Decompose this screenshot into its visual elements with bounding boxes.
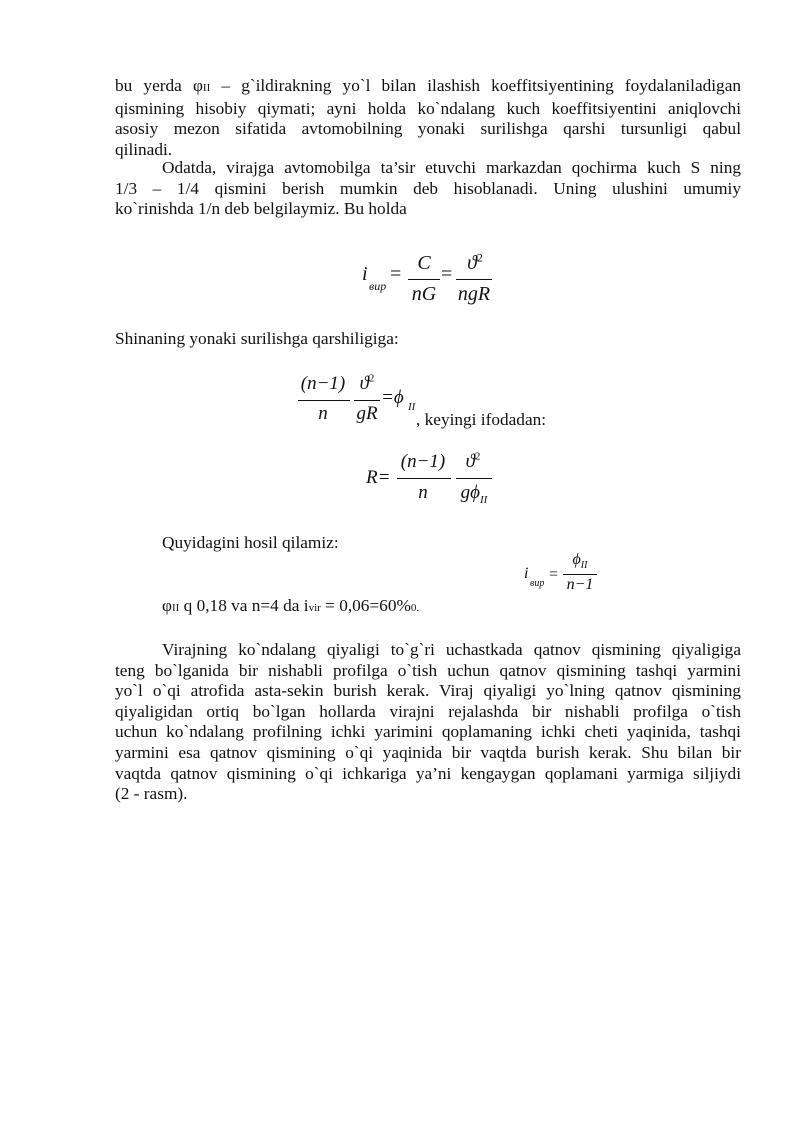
phi-subscript: II <box>202 82 211 94</box>
formula-superscript: 2 <box>474 450 481 463</box>
phi-subscript: II <box>171 602 180 614</box>
paragraph-result-intro <box>115 533 741 554</box>
formula-subscript: вир <box>369 279 387 293</box>
text-line: asosiy mezon sifatida avtomobilning yonaki surilishga qarshi tursunligi qabul <box>115 119 741 139</box>
text-line <box>162 596 741 619</box>
formula-numerator: (n−1) <box>400 451 446 472</box>
paragraph-numeric-example <box>115 596 741 619</box>
formula-denominator: gR <box>356 403 378 424</box>
text-line: Shinaning yonaki surilishga qarshiligiga: <box>115 329 399 348</box>
fraction-bar <box>397 478 451 479</box>
formula-denominator: n <box>418 482 428 503</box>
formula-lhs: R= <box>366 467 391 488</box>
formula-numerator <box>458 252 492 275</box>
formula-subscript: vir <box>308 602 321 614</box>
phi-symbol: φ <box>162 596 172 615</box>
text-line: (2 - rasm). <box>115 784 188 804</box>
text-line: ko`rinishda 1/n deb belgilaymiz. Bu holda <box>115 199 407 219</box>
fraction-bar <box>563 574 597 575</box>
formula-numerator: (n−1) <box>300 373 346 394</box>
text-line <box>115 76 741 99</box>
formula-numerator: C <box>417 252 431 274</box>
paragraph-cross-slope <box>115 640 741 805</box>
text-line: qilinadi. <box>115 139 173 159</box>
text-line: teng bo`lganida bir nishabli profilga o`tish uchun qatnov qismining tashqi yarmini <box>115 660 741 680</box>
text-inline: 0. <box>410 602 420 614</box>
fraction-bar <box>456 478 492 479</box>
phi-symbol: bu yerda φ <box>115 76 203 95</box>
formula-denominator: n <box>318 403 328 424</box>
text-line: Virajning ko`ndalang qiyaligi to`g`ri uchastkada qatnov qismining qiyaligiga <box>162 640 741 659</box>
formula-symbol: i <box>524 565 529 582</box>
formula-numerator <box>456 451 490 473</box>
formula-denominator-text: gϕ <box>460 482 480 503</box>
text-line: qiyaligidan ortiq bo`lgan hollarda virajni rejalashda bir nishabli profilga o`tish <box>115 701 741 721</box>
formula-equals: = <box>549 566 559 583</box>
theta-symbol: ϑ <box>465 451 475 472</box>
formula-numerator <box>354 373 380 395</box>
text-inline: q 0,18 va n=4 da i <box>179 596 309 615</box>
text-line: uchun ko`ndalang profilning ichki yarimini qoplamaning ichki cheti yaqinida, tashqi <box>115 722 741 742</box>
formula-rhs: =ϕ <box>381 387 404 408</box>
text-line: Odatda, virajga avtomobilga ta’sir etuvchi markazdan qochirma kuch S ning <box>162 158 741 177</box>
text-line: qismining hisobiy qiymati; ayni holda ko`ndalang kuch koeffitsiyentini aniqlovchi <box>115 98 741 118</box>
formula-denominator: ngR <box>457 283 491 305</box>
text-line: Quyidagini hosil qilamiz: <box>162 533 339 552</box>
fraction-bar <box>354 400 380 401</box>
formula-superscript: 2 <box>476 250 483 265</box>
text-line: yarmini esa qatnov qismining o`qi yaqinida bir vaqtda burish kerak. Shu bilan bir <box>115 742 741 762</box>
formula-subscript: II <box>580 560 588 572</box>
formula-equals: = <box>441 263 453 285</box>
fraction-bar <box>408 279 440 280</box>
formula-equals: = <box>390 263 402 285</box>
paragraph-centrifugal-force <box>115 158 741 220</box>
theta-symbol: ϑ <box>467 252 477 274</box>
text-inline: = 0,06=60% <box>320 596 411 615</box>
formula-denominator: nG <box>411 283 437 305</box>
formula-symbol: i <box>362 263 368 285</box>
formula-subscript: II <box>408 401 416 413</box>
text-line: yo`l o`qi atrofida asta-sekin burish kerak. Viraj qiyaligi yo`lning qatnov qismining <box>115 681 741 701</box>
text-line-part: – g`ildirakning yo`l bilan ilashish koeffitsiyentining foydalaniladigan <box>221 76 742 95</box>
text-line: 1/3 – 1/4 qismini berish mumkin deb hisoblanadi. Uning ulushini umumiy <box>115 178 741 198</box>
formula-denominator: n−1 <box>566 576 594 593</box>
fraction-bar <box>456 279 492 280</box>
text-inline: , keyingi ifodadan: <box>416 410 547 429</box>
formula-superscript: 2 <box>368 372 375 385</box>
formula-numerator <box>562 551 598 572</box>
formula-subscript: вир <box>530 578 545 589</box>
formula-subscript: II <box>480 493 488 506</box>
formula-denominator <box>452 482 496 504</box>
text-line: vaqtda qatnov qismining o`qi ichkariga ya’ni kengaygan qoplamani yarmiga siljiydi <box>115 763 741 783</box>
theta-symbol: ϑ <box>359 373 369 394</box>
fraction-bar <box>298 400 350 401</box>
paragraph-resistance <box>115 329 741 350</box>
paragraph-phi-definition <box>115 76 741 160</box>
phi-symbol: ϕ <box>572 551 581 568</box>
